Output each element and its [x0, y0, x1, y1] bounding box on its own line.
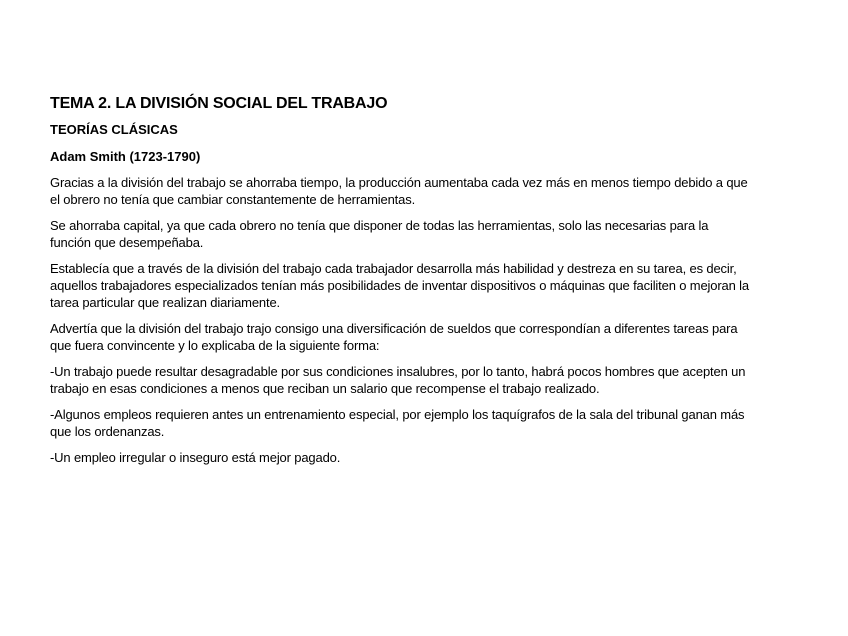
paragraph: -Un empleo irregular o inseguro está mejor pagado.: [50, 450, 341, 465]
paragraph: Se ahorraba capital, ya que cada obrero no tenía que disponer de todas las herramientas, solo las necesarias para la función que desempeñaba.: [50, 218, 709, 250]
author-heading: Adam Smith (1723-1790): [50, 149, 201, 164]
paragraph: Advertía que la división del trabajo trajo consigo una diversificación de sueldos que correspondían a diferentes tareas para que fuera convincente y lo explicaba de la siguiente forma:: [50, 321, 738, 353]
paragraph: Establecía que a través de la división del trabajo cada trabajador desarrolla más habilidad y destreza en su tarea, es decir, aquellos trabajadores especializados tenían más posibilidades de inventar dispositivos o máquinas que faciliten o mejoran la tarea particular que realizan diariamente.: [50, 261, 749, 310]
document-page: [50, 95, 750, 475]
document-title: TEMA 2. LA DIVISIÓN SOCIAL DEL TRABAJO: [50, 95, 388, 112]
paragraph: -Un trabajo puede resultar desagradable por sus condiciones insalubres, por lo tanto, habrá pocos hombres que acepten un trabajo en esas condiciones a menos que reciban un salario que recompense el trabajo realizado.: [50, 364, 746, 396]
paragraph: -Algunos empleos requieren antes un entrenamiento especial, por ejemplo los taquígrafos de la sala del tribunal ganan más que los ordenanzas.: [50, 407, 745, 439]
section-subtitle: TEORÍAS CLÁSICAS: [50, 122, 178, 137]
paragraph: Gracias a la división del trabajo se ahorraba tiempo, la producción aumentaba cada vez más en menos tiempo debido a que el obrero no tenía que cambiar constantemente de herramientas.: [50, 175, 748, 207]
